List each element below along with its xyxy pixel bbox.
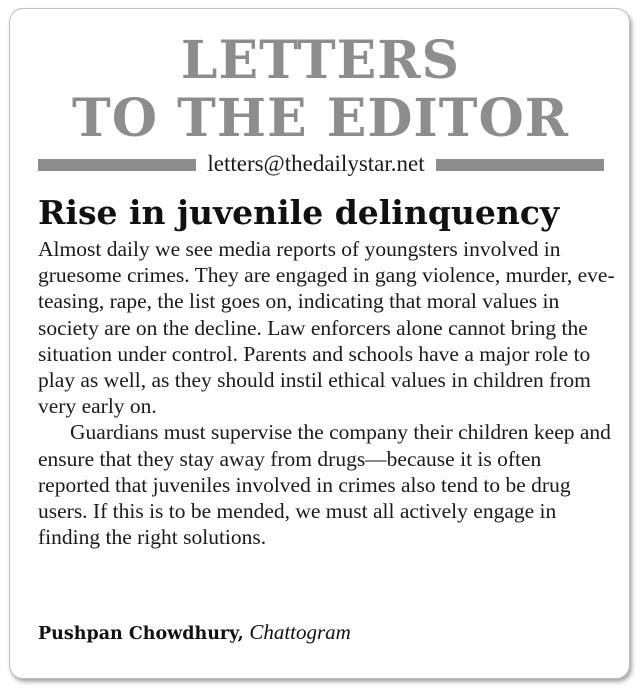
letter-headline: Rise in juvenile delinquency xyxy=(38,193,560,232)
letters-panel xyxy=(9,8,630,679)
editor-email: letters@thedailystar.net xyxy=(207,151,425,176)
letter-body xyxy=(38,236,618,550)
letter-signature xyxy=(38,619,351,647)
letter-paragraph: Almost daily we see media reports of youngsters involved in gruesome crimes. They are engaged in gang violence, murder, eve-teasing, rape, the list goes on, indicating that moral values in society are on the decline. Law enforcers alone cannot bring the situation under control. Parents and schools have a major role to play as well, as they should instil ethical values in children from very early on. xyxy=(38,237,615,419)
author-name: Pushpan Chowdhury, xyxy=(38,624,244,644)
masthead-line-1: LETTERS xyxy=(180,30,461,91)
author-location: Chattogram xyxy=(249,620,351,644)
divider-left xyxy=(38,159,196,171)
divider-right xyxy=(436,159,604,171)
masthead-line-2: TO THE EDITOR xyxy=(72,88,569,149)
letter-paragraph: Guardians must supervise the company their children keep and ensure that they stay away from drugs—because it is often reported that juveniles involved in crimes also tend to be drug users. If this is to be mended, we must all actively engage in finding the right solutions. xyxy=(38,420,611,550)
